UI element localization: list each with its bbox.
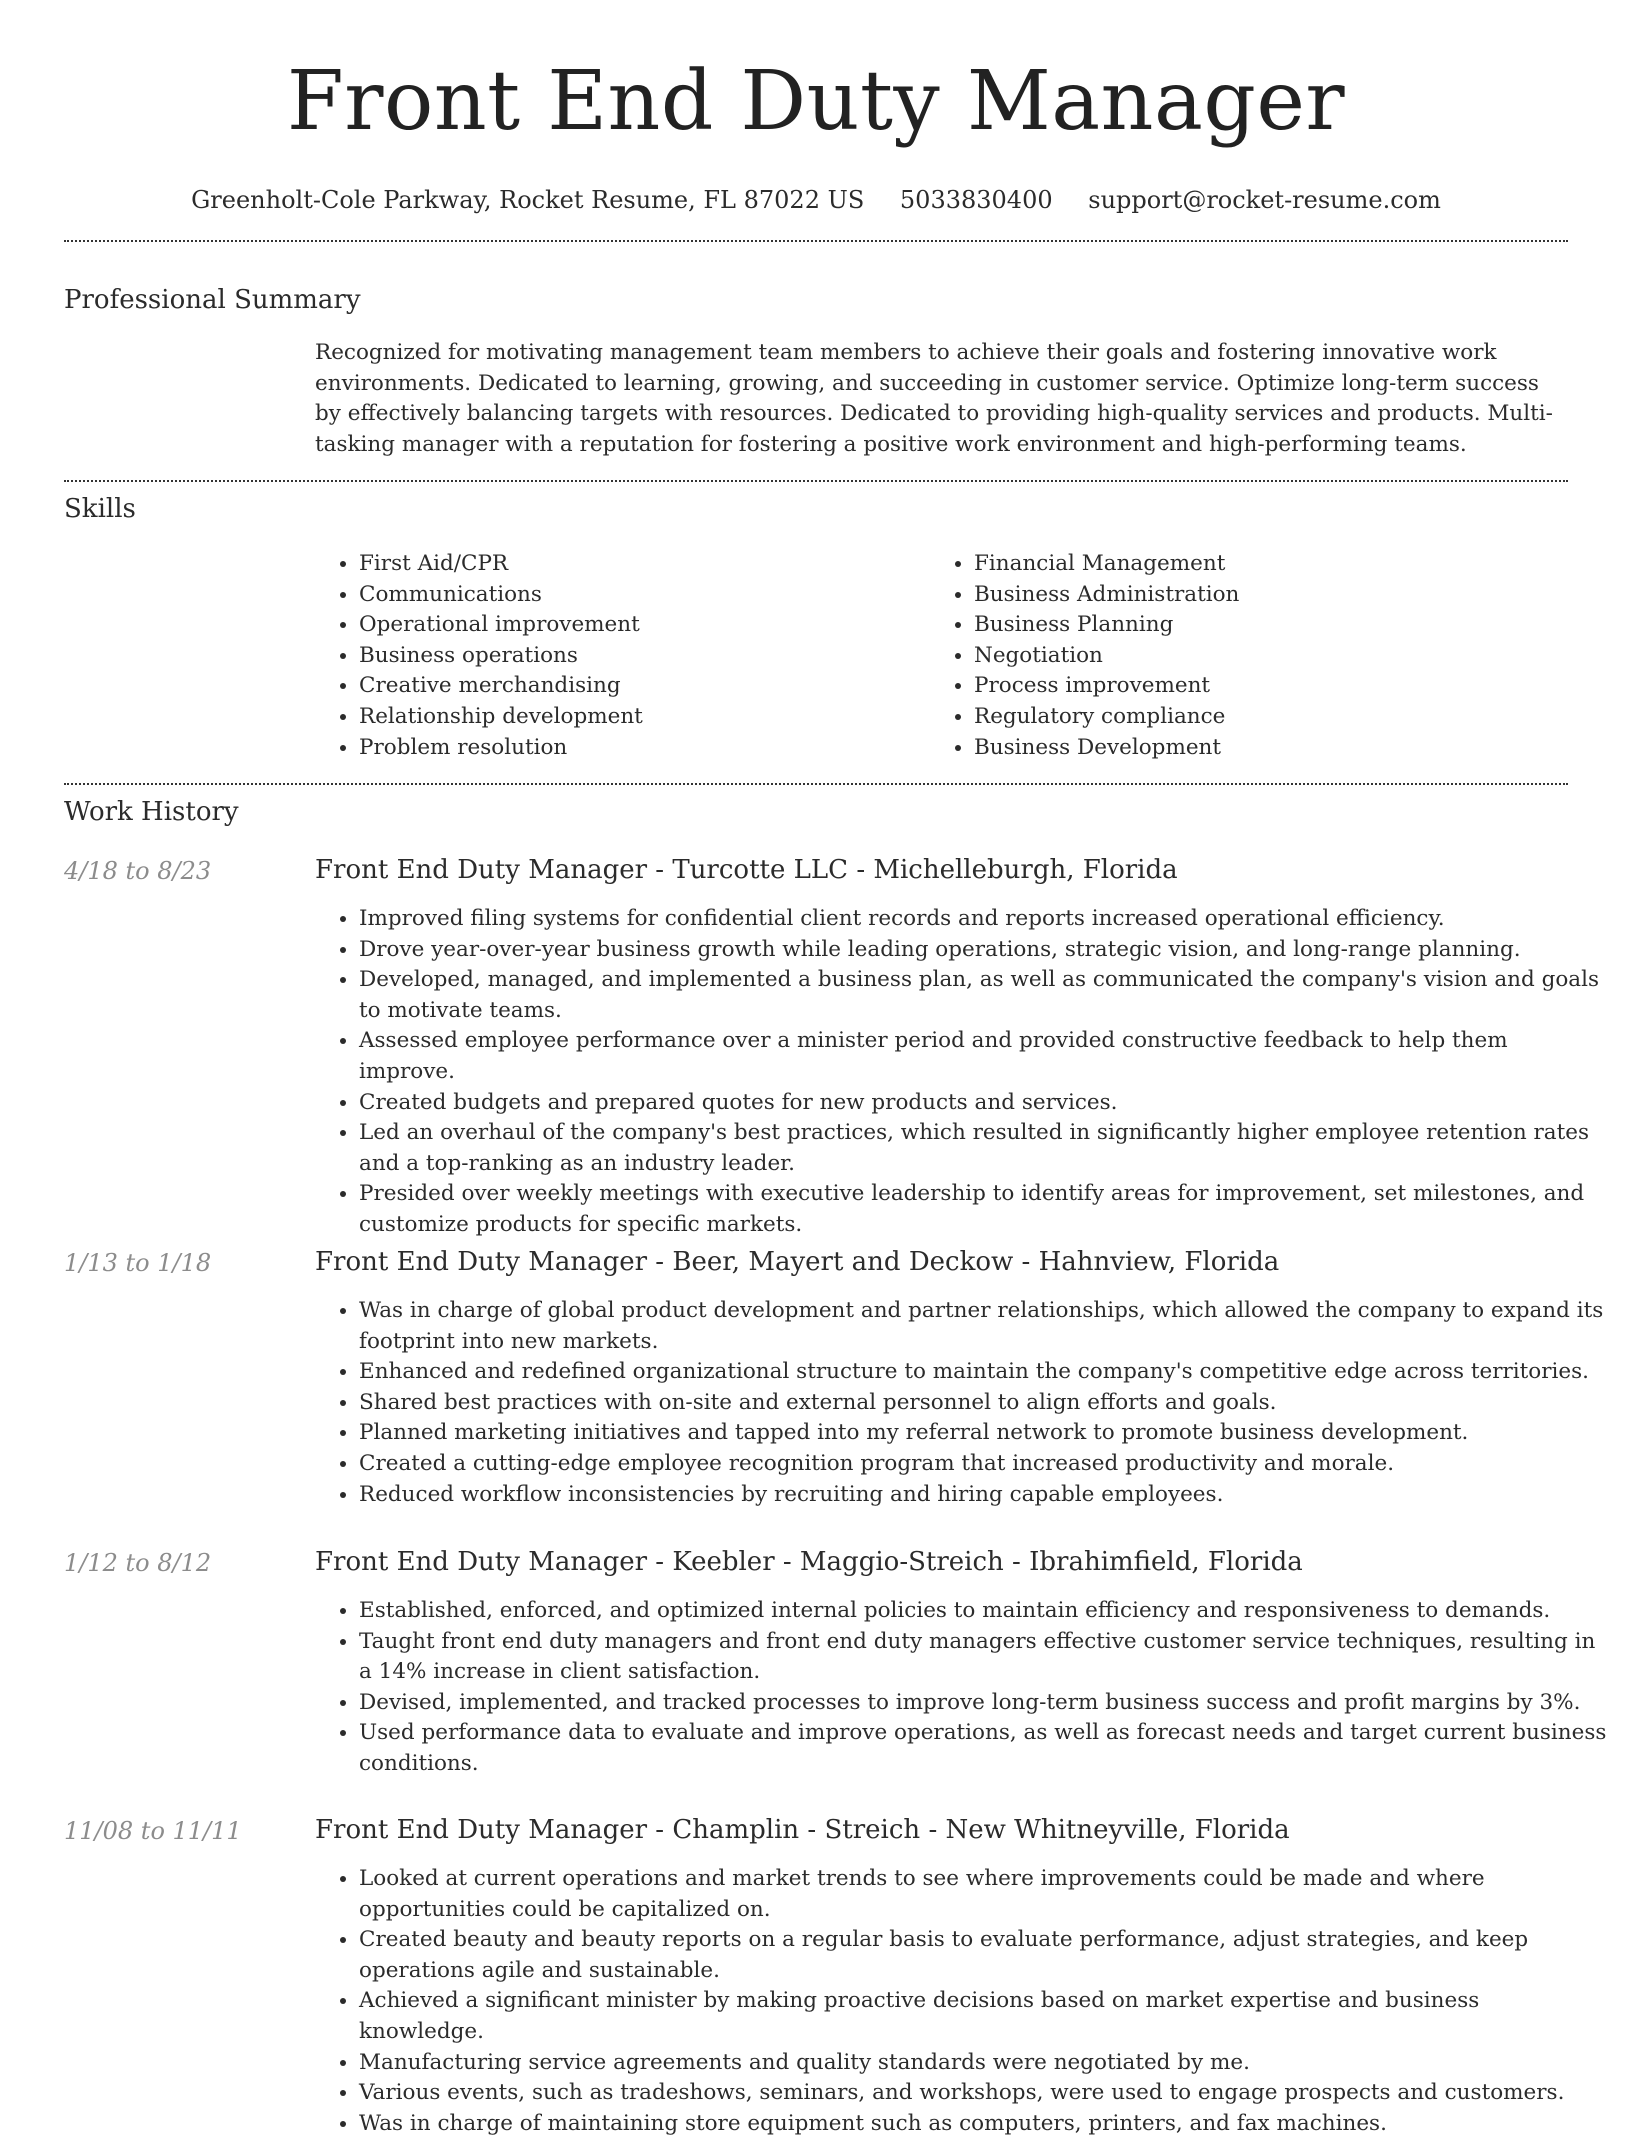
job-bullet: • Drove year-over-year business growth while leading operations, strategic vision, and long-range planning. [359, 935, 1609, 966]
skill-item: • Business Development [974, 733, 1574, 764]
skill-item: • Problem resolution [359, 733, 919, 764]
job-bullet: • Assessed employee performance over a minister period and provided constructive feedback to help them improve. [359, 1026, 1609, 1087]
job-bullet: • Shared best practices with on-site and external personnel to align efforts and goals. [359, 1388, 1609, 1419]
job-bullet: • Was in charge of maintaining store equipment such as computers, printers, and fax machines. [359, 2109, 1609, 2139]
job-bullet: • Looked at current operations and market trends to see where improvements could be made and where opportunities could be capitalized on. [359, 1864, 1609, 1925]
divider [64, 783, 1568, 785]
skill-item: • Creative merchandising [359, 671, 919, 702]
job-bullet: • Reduced workflow inconsistencies by recruiting and hiring capable employees. [359, 1480, 1609, 1511]
skill-item: • Process improvement [974, 671, 1574, 702]
contact-email[interactable]: support@rocket-resume.com [1088, 186, 1441, 214]
contact-phone: 5033830400 [899, 186, 1053, 214]
summary-heading: Professional Summary [64, 285, 361, 315]
job-bullet: • Established, enforced, and optimized internal policies to maintain efficiency and responsiveness to demands. [359, 1596, 1609, 1627]
job-bullet: • Created budgets and prepared quotes for new products and services. [359, 1088, 1609, 1119]
skill-item: • Negotiation [974, 641, 1574, 672]
contact-line [0, 184, 1632, 216]
job-bullet: • Led an overhaul of the company's best practices, which resulted in significantly higher employee retention rates and a top-ranking as an industry leader. [359, 1118, 1609, 1179]
skill-item: • Regulatory compliance [974, 702, 1574, 733]
divider [64, 480, 1568, 482]
skill-item: • First Aid/CPR [359, 549, 919, 580]
work-history-heading: Work History [64, 797, 239, 827]
skill-item: • Business operations [359, 641, 919, 672]
job-dates: 1/12 to 8/12 [64, 1549, 212, 1577]
skill-item: • Business Planning [974, 610, 1574, 641]
job-bullet: • Planned marketing initiatives and tapped into my referral network to promote business development. [359, 1418, 1609, 1449]
job-dates: 4/18 to 8/23 [64, 857, 212, 885]
job-bullets [315, 1296, 1609, 1510]
skills-list-right [930, 549, 1574, 763]
job-bullet: • Enhanced and redefined organizational structure to maintain the company's competitive edge across territories. [359, 1357, 1609, 1388]
skill-item: • Communications [359, 580, 919, 611]
job-title: Front End Duty Manager - Keebler - Maggio-Streich - Ibrahimfield, Florida [315, 1547, 1303, 1577]
job-title: Front End Duty Manager - Champlin - Streich - New Whitneyville, Florida [315, 1815, 1290, 1845]
job-bullet: • Developed, managed, and implemented a business plan, as well as communicated the company's vision and goals to motivate teams. [359, 965, 1609, 1026]
job-title: Front End Duty Manager - Beer, Mayert and Deckow - Hahnview, Florida [315, 1247, 1280, 1277]
job-bullet: • Various events, such as tradeshows, seminars, and workshops, were used to engage prospects and customers. [359, 2078, 1609, 2109]
skill-item: • Financial Management [974, 549, 1574, 580]
job-bullet: • Devised, implemented, and tracked processes to improve long-term business success and profit margins by 3%. [359, 1688, 1609, 1719]
candidate-name: Front End Duty Manager [286, 54, 1346, 149]
skills-list-left [315, 549, 919, 763]
job-dates: 1/13 to 1/18 [64, 1249, 212, 1277]
job-bullet: • Manufacturing service agreements and quality standards were negotiated by me. [359, 2048, 1609, 2079]
job-dates: 11/08 to 11/11 [64, 1817, 242, 1845]
job-title: Front End Duty Manager - Turcotte LLC - Michelleburgh, Florida [315, 855, 1178, 885]
job-bullet: • Used performance data to evaluate and improve operations, as well as forecast needs and target current business conditions. [359, 1718, 1609, 1779]
job-bullets [315, 1864, 1609, 2139]
job-bullets [315, 1596, 1609, 1780]
job-bullet: • Improved filing systems for confidential client records and reports increased operational efficiency. [359, 904, 1609, 935]
job-bullet: • Presided over weekly meetings with executive leadership to identify areas for improvement, set milestones, and customize products for specific markets. [359, 1179, 1609, 1240]
job-bullet: • Taught front end duty managers and front end duty managers effective customer service techniques, resulting in a 14% increase in client satisfaction. [359, 1627, 1609, 1688]
job-bullet: • Created beauty and beauty reports on a regular basis to evaluate performance, adjust strategies, and keep operations agile and sustainable. [359, 1925, 1609, 1986]
job-bullet: • Created a cutting-edge employee recognition program that increased productivity and morale. [359, 1449, 1609, 1480]
skills-heading: Skills [64, 494, 136, 524]
contact-address: Greenholt-Cole Parkway, Rocket Resume, FL 87022 US [191, 186, 865, 214]
skill-item: • Business Administration [974, 580, 1574, 611]
skill-item: • Operational improvement [359, 610, 919, 641]
job-bullets [315, 904, 1609, 1241]
divider [64, 240, 1568, 242]
job-bullet: • Was in charge of global product development and partner relationships, which allowed the company to expand its footprint into new markets. [359, 1296, 1609, 1357]
skill-item: • Relationship development [359, 702, 919, 733]
summary-text: Recognized for motivating management team members to achieve their goals and fostering innovative work environments. Dedicated to learning, growing, and succeeding in customer service. Optimize long-term success by effectively balancing targets with resources. Dedicated to providing high-quality services and products. Multi-tasking manager with a reputation for fostering a positive work environment and high-performing teams. [315, 340, 1553, 457]
job-bullet: • Achieved a significant minister by making proactive decisions based on market expertise and business knowledge. [359, 1986, 1609, 2047]
